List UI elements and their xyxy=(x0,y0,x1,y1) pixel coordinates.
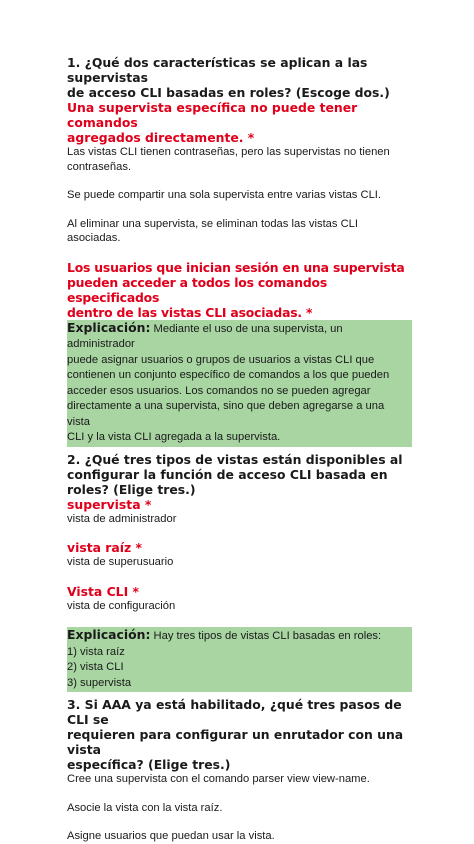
explanation-line: Hay tres tipos de vistas CLI basadas en roles: xyxy=(153,630,382,642)
question-2-line: configurar la función de acceso CLI basada en xyxy=(67,466,388,482)
question-1-line: 1. ¿Qué dos características se aplican a las supervistas xyxy=(67,55,368,85)
q2-option-desc-1: vista de administrador xyxy=(67,512,177,525)
question-3 xyxy=(67,697,412,772)
explanation-line: CLI y la vista CLI agregada a la supervista. xyxy=(67,431,281,443)
question-2-line: 2. ¿Qué tres tipos de vistas están disponibles al xyxy=(67,451,403,467)
question-2 xyxy=(67,452,412,497)
question-1-line: de acceso CLI basadas en roles? (Escoge dos.) xyxy=(67,85,390,100)
explanation-line: Mediante el uso de una supervista, un administrador xyxy=(67,322,343,350)
question-3-line: 3. Si AAA ya está habilitado, ¿qué tres pasos de CLI se xyxy=(67,697,402,727)
explanation-line: puede asignar usuarios o grupos de usuarios a vistas CLI que xyxy=(67,353,375,366)
q1-option-3: Al eliminar una supervista, se eliminan todas las vistas CLI asociadas. xyxy=(67,217,359,244)
explanation-line: directamente a una supervista, sino que deben agregarse a una vista xyxy=(67,400,385,428)
explanation-label: Explicación: xyxy=(67,627,151,642)
q2-correct-answer-3: Vista CLI * xyxy=(67,583,139,599)
answer-line: Los usuarios que inician sesión en una supervista xyxy=(67,259,405,275)
explanation-item: 1) vista raíz xyxy=(67,645,125,658)
question-3-line: específica? (Elige tres.) xyxy=(67,757,231,772)
question-3-line: requieren para configurar un enrutador con una vista xyxy=(67,727,404,757)
q1-explanation xyxy=(67,320,412,447)
question-2-line: roles? (Elige tres.) xyxy=(67,481,196,497)
q1-correct-answer-1 xyxy=(67,100,412,145)
q3-step-2: Asocie la vista con la vista raíz. xyxy=(67,801,223,814)
q1-option-1 xyxy=(67,145,412,174)
answer-line: Una supervista específica no puede tener comandos xyxy=(67,100,358,130)
q2-explanation xyxy=(67,627,412,692)
q2-correct-answer-1: supervista * xyxy=(67,496,152,512)
q2-option-desc-2: vista de superusuario xyxy=(67,556,174,568)
q2-option-desc-3: vista de configuración xyxy=(67,599,176,612)
option-line: Las vistas CLI tienen contraseñas, pero las supervistas no tienen xyxy=(67,146,390,158)
answer-line: agregados directamente. * xyxy=(67,130,255,145)
q3-step-3: Asigne usuarios que puedan usar la vista. xyxy=(67,830,275,842)
explanation-line: contienen un conjunto específico de comandos a los que pueden xyxy=(67,369,390,381)
q2-correct-answer-2: vista raíz * xyxy=(67,540,143,555)
explanation-item: 3) supervista xyxy=(67,676,132,689)
q3-step-1: Cree una supervista con el comando parser view view-name. xyxy=(67,773,370,785)
explanation-line: acceder esos usuarios. Los comandos no se pueden agregar xyxy=(67,384,371,397)
answer-line: dentro de las vistas CLI asociadas. * xyxy=(67,304,313,320)
answer-line: pueden acceder a todos los comandos especificados xyxy=(67,274,327,305)
q1-correct-answer-2 xyxy=(67,260,412,320)
option-line: contraseñas. xyxy=(67,160,132,173)
q1-option-2: Se puede compartir una sola supervista entre varias vistas CLI. xyxy=(67,189,382,201)
explanation-label: Explicación: xyxy=(67,319,151,335)
explanation-item: 2) vista CLI xyxy=(67,661,124,673)
document-content xyxy=(67,55,412,844)
question-1 xyxy=(67,55,412,100)
